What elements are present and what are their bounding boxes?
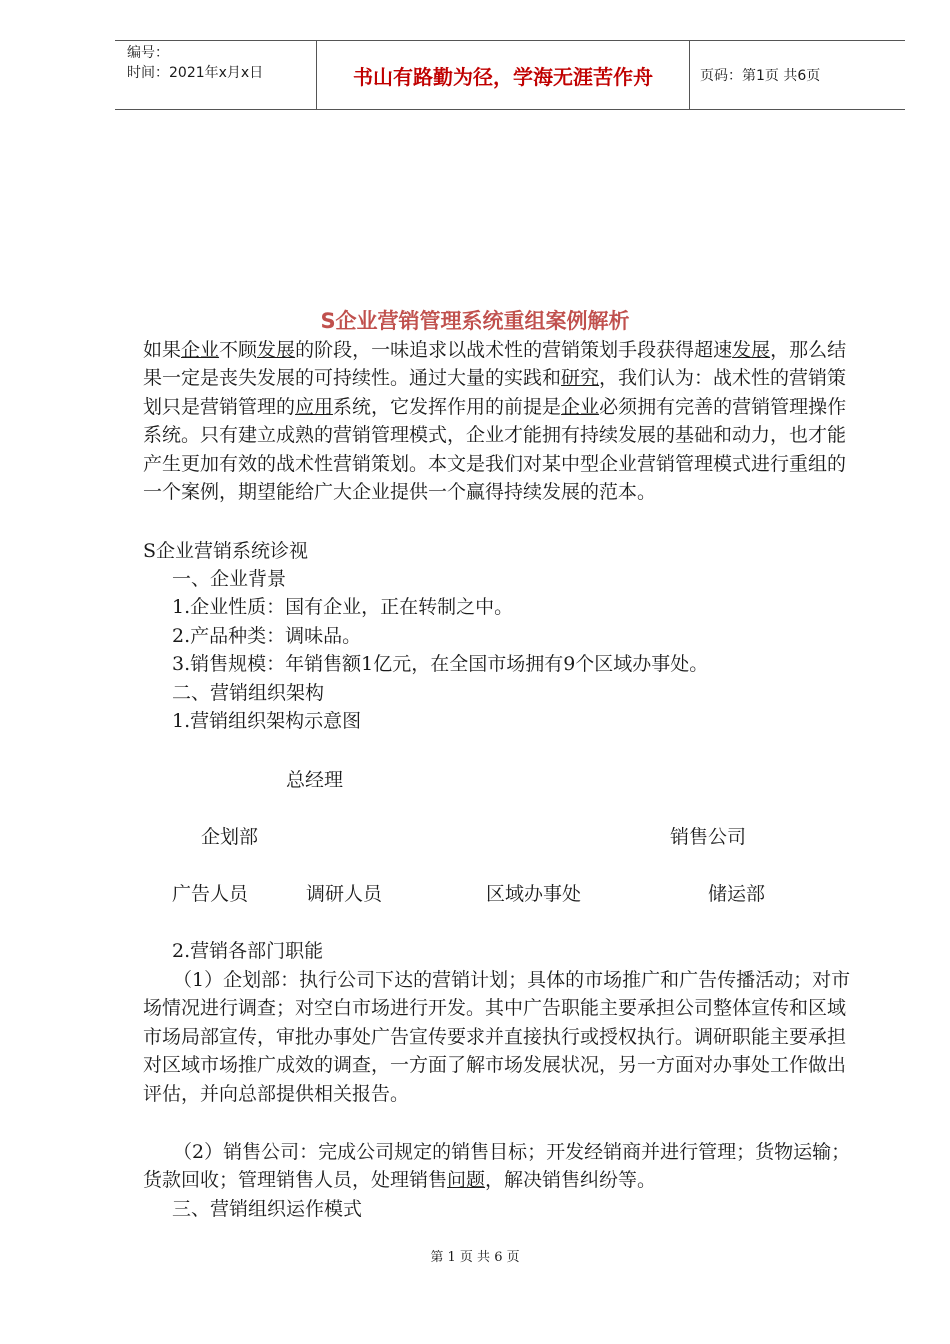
heading-org: 二、营销组织架构: [172, 682, 325, 704]
org-node-ad: 广告人员: [172, 883, 249, 905]
item-scale: 3.销售规模：年销售额1亿元，在全国市场拥有9个区域办事处。: [172, 653, 709, 675]
heading-operation: 三、营销组织运作模式: [172, 1198, 363, 1220]
intro-text: 如果: [143, 339, 182, 361]
time-label: 时间：2021年x月x日: [127, 65, 264, 81]
document-title: S企业营销管理系统重组案例解析: [320, 309, 630, 333]
intro-link[interactable]: 发展: [257, 339, 296, 361]
org-node-regional: 区域办事处: [486, 883, 582, 905]
org-node-research: 调研人员: [306, 883, 383, 905]
header-meta: [115, 41, 316, 109]
intro-link[interactable]: 研究: [561, 367, 600, 390]
duty-sales-text: （2）销售公司：完成公司规定的销售目标；开发经销商并进行管理；货物运输；货款回收；管理销售人员，处理销售: [143, 1141, 851, 1192]
intro-text: 系统，它发挥作用的前提是: [333, 395, 562, 418]
page-header: [115, 40, 905, 110]
intro-text: ，那么结果一定是丧失发展的可持续性。通过大量的实践和: [143, 339, 847, 390]
code-label: 编号：: [127, 45, 169, 61]
intro-link[interactable]: 企业: [561, 395, 600, 418]
heading-background: 一、企业背景: [172, 568, 287, 590]
duty-sales: [143, 1138, 863, 1195]
intro-link[interactable]: 应用: [295, 395, 334, 418]
intro-text: ，我们认为：战术性的营销策划只是营销管理的: [143, 367, 847, 418]
intro-text: 不顾: [219, 339, 258, 361]
section-title: S企业营销系统诊视: [143, 540, 309, 562]
org-node-sales: 销售公司: [670, 826, 747, 848]
org-node-storage: 储运部: [708, 883, 766, 905]
item-products: 2.产品种类：调味品。: [172, 625, 362, 647]
header-motto: 书山有路勤为径，学海无涯苦作舟: [316, 41, 690, 109]
intro-text: 必须拥有完善的营销管理操作系统。只有建立成熟的营销管理模式，企业才能拥有持续发展的基础和动力，也才能产生更加有效的战术性营销策划。本文是我们对某中型企业营销管理模式进行重组的一个案例，期望能给广大企业提供一个赢得持续发展的范本。: [143, 395, 847, 504]
duty-sales-link[interactable]: 问题: [447, 1169, 486, 1192]
footer-page-number: 第 1 页 共 6 页: [430, 1250, 520, 1265]
duty-sales-text: ，解决销售纠纷等。: [485, 1169, 657, 1192]
header-page-label: 页码：第1页 共6页: [700, 68, 821, 84]
intro-link[interactable]: 企业: [181, 339, 220, 361]
duty-planning: （1）企划部：执行公司下达的营销计划；具体的市场推广和广告传播活动；对市场情况进行调查；对空白市场进行开发。其中广告职能主要承担公司整体宣传和区域市场局部宣传，审批办事处广告宣传要求并直接执行或授权执行。调研职能主要承担对区域市场推广成效的调查，一方面了解市场发展状况，另一方面对办事处工作做出评估，并向总部提供相关报告。: [143, 969, 851, 1105]
org-node-planning: 企划部: [201, 826, 259, 848]
item-org-chart: 1.营销组织架构示意图: [172, 710, 362, 732]
page-footer: [0, 1246, 950, 1265]
org-node-root: 总经理: [286, 769, 344, 791]
intro-link[interactable]: 发展: [732, 339, 771, 361]
heading-duties: 2.营销各部门职能: [172, 940, 324, 962]
item-nature: 1.企业性质：国有企业，正在转制之中。: [172, 596, 514, 618]
intro-text: 的阶段，一味追求以战术性的营销策划手段获得超速: [295, 339, 733, 361]
intro-paragraph: [143, 336, 863, 506]
